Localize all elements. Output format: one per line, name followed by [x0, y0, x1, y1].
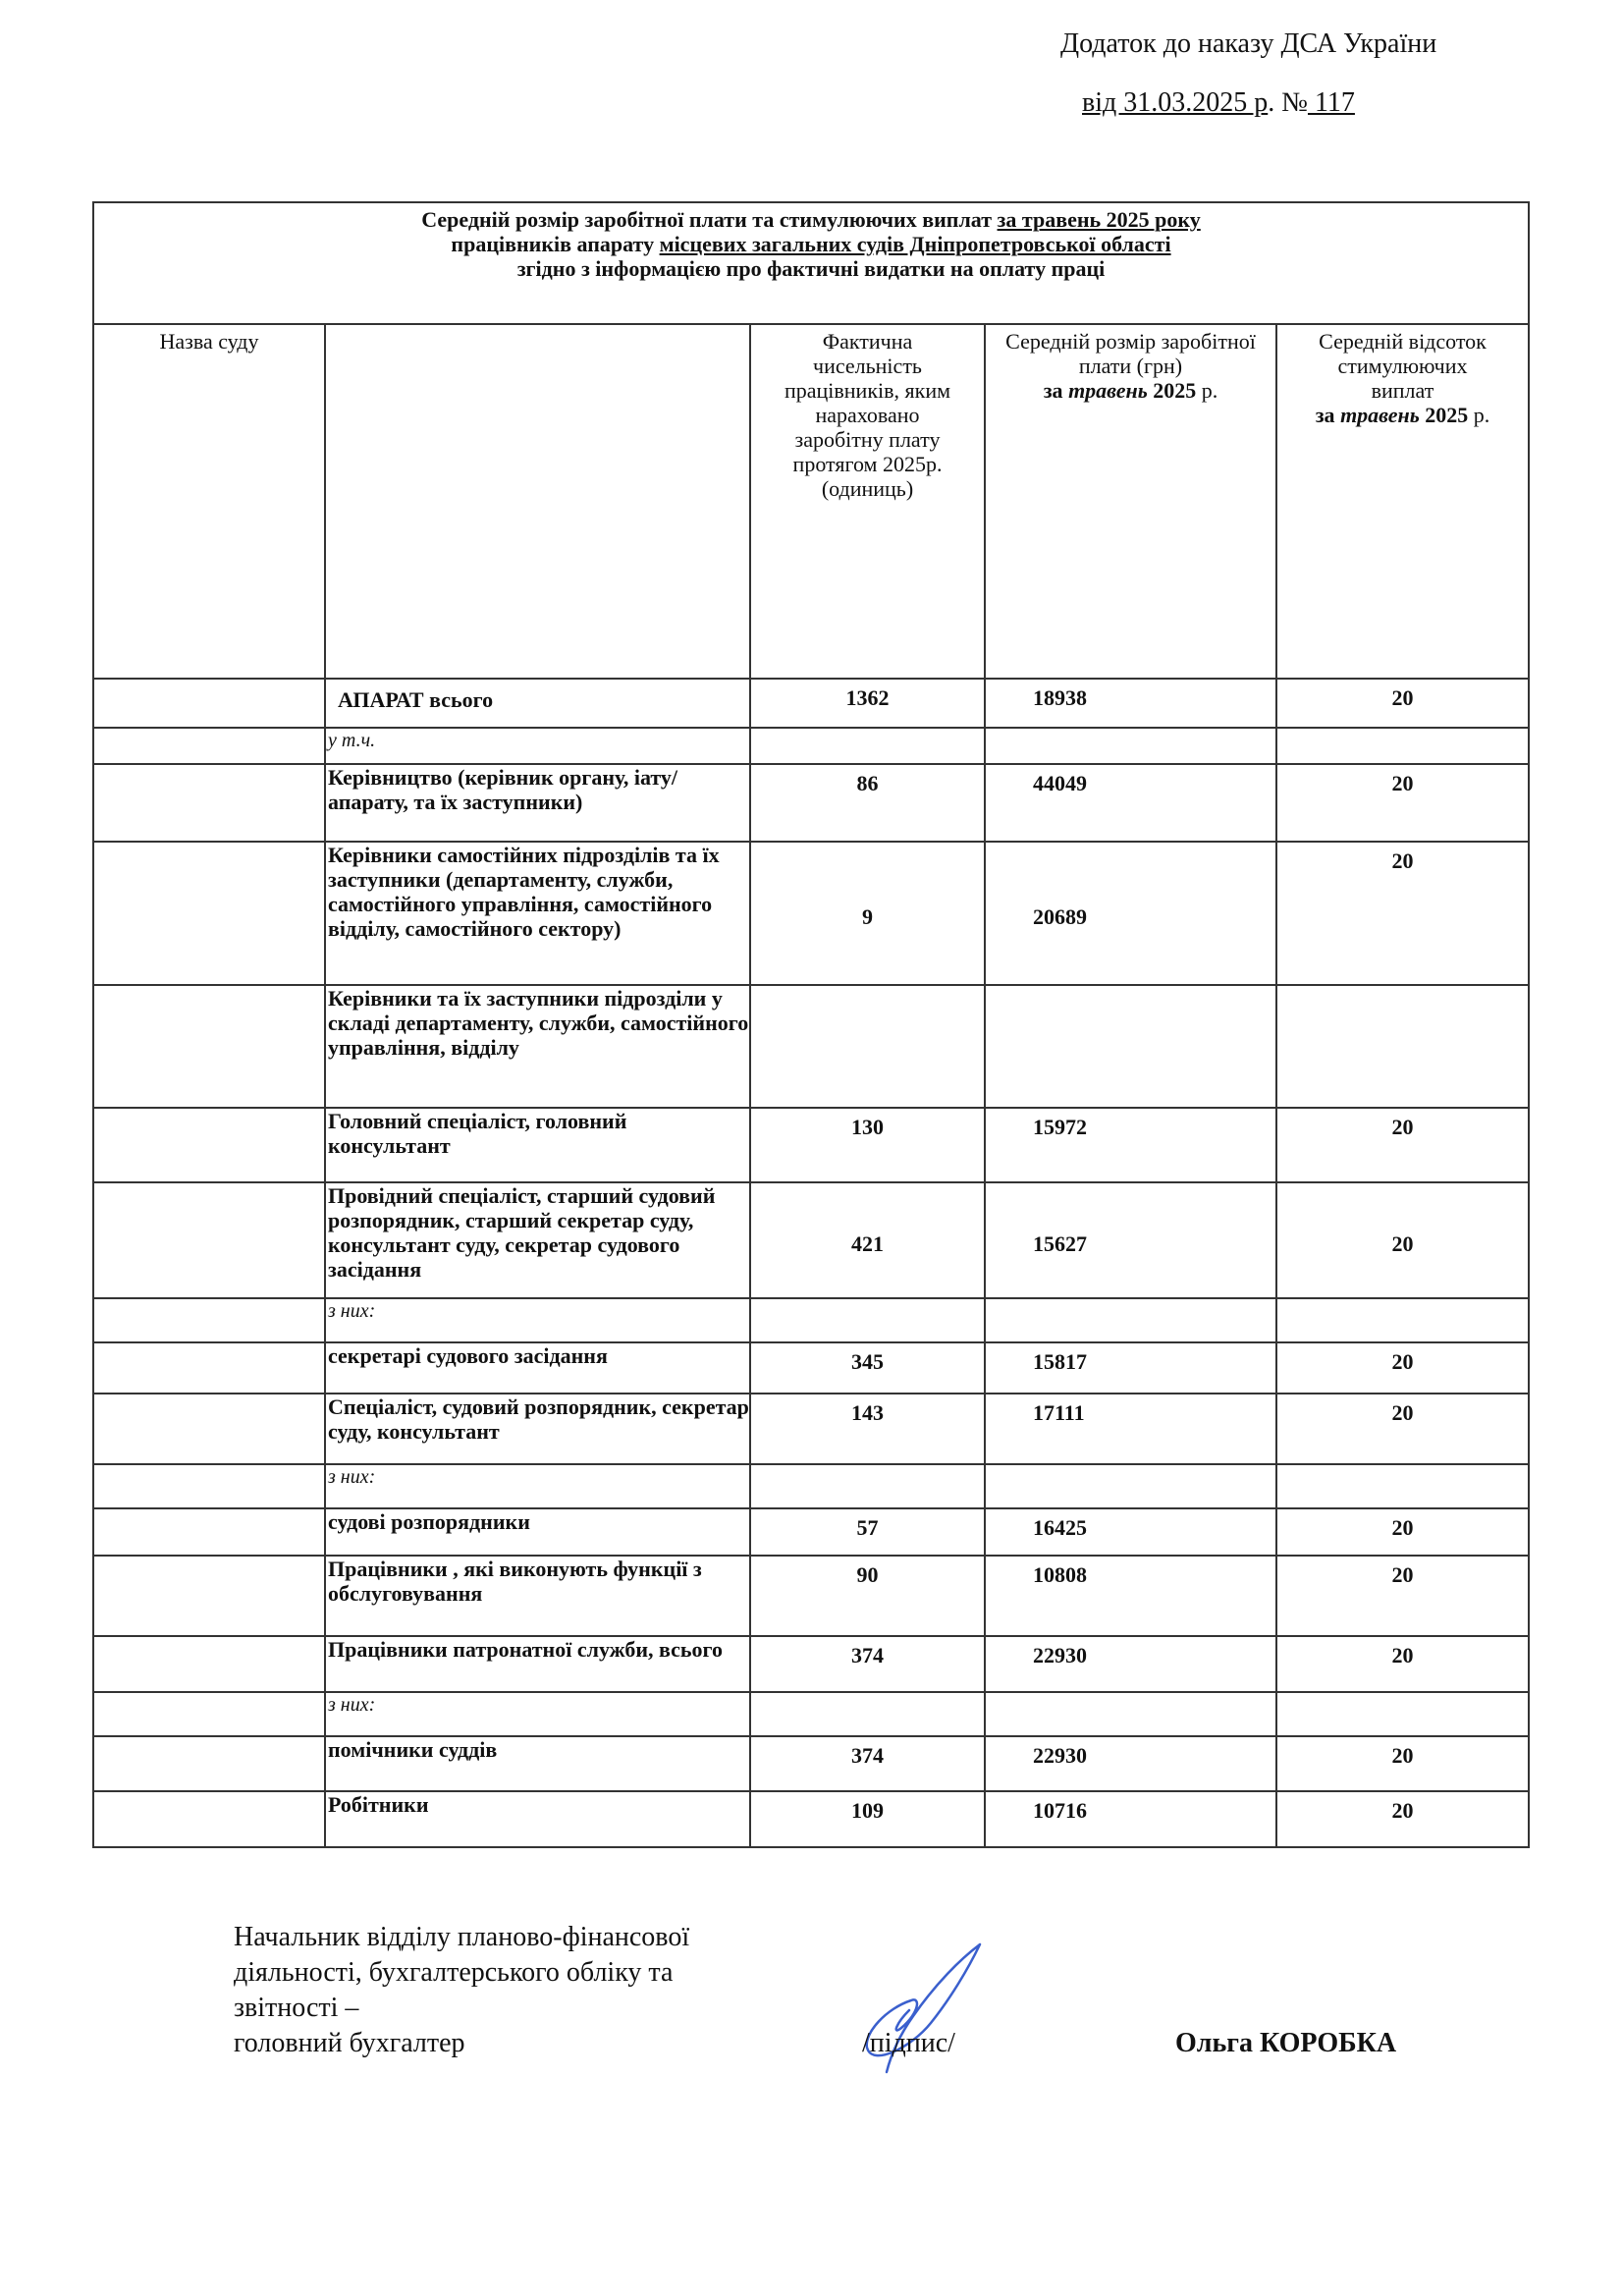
title-row: [93, 202, 1529, 324]
category-label: Працівники , які виконують функції з обслуговування: [325, 1556, 750, 1636]
bonus-cell: 20: [1276, 764, 1529, 842]
salary-cell: 22930: [985, 1736, 1276, 1791]
bonus-cell: [1276, 728, 1529, 764]
headcount-cell: 1362: [750, 679, 985, 728]
header-year: 2025: [1147, 378, 1202, 403]
court-name-cell: [93, 1108, 325, 1182]
header-court-name: Назва суду: [93, 324, 325, 679]
headcount-cell: 86: [750, 764, 985, 842]
header-row: [93, 324, 1529, 679]
table-row: [93, 1692, 1529, 1736]
bonus-cell: 20: [1276, 1342, 1529, 1394]
table-row: [93, 1556, 1529, 1636]
category-label: Працівники патронатної служби, всього: [325, 1636, 750, 1692]
court-name-cell: [93, 1182, 325, 1298]
bonus-cell: 20: [1276, 1556, 1529, 1636]
headcount-cell: [750, 1298, 985, 1342]
category-label: Керівництво (керівник органу, іату/апарату, та їх заступники): [325, 764, 750, 842]
bonus-cell: 20: [1276, 1108, 1529, 1182]
bonus-cell: 20: [1276, 1791, 1529, 1847]
table-row: [93, 679, 1529, 728]
title-period: за травень 2025 року: [997, 207, 1201, 232]
bonus-cell: [1276, 1298, 1529, 1342]
category-label: Робітники: [325, 1791, 750, 1847]
headcount-cell: 345: [750, 1342, 985, 1394]
header-avg-salary-text: Середній розмір заробітної плати (грн): [1005, 329, 1256, 378]
court-name-cell: [93, 842, 325, 985]
salary-cell: [985, 1464, 1276, 1508]
header-category: [325, 324, 750, 679]
salary-cell: 18938: [985, 679, 1276, 728]
headcount-cell: 374: [750, 1736, 985, 1791]
title-line1: Середній розмір заробітної плати та стимулюючих виплат: [421, 207, 998, 232]
header-month: травень: [1068, 378, 1148, 403]
bonus-cell: 20: [1276, 1508, 1529, 1556]
court-name-cell: [93, 1736, 325, 1791]
signatory-position: [234, 1920, 784, 2061]
header-za: за: [1043, 378, 1069, 403]
order-dot: .: [1268, 87, 1282, 118]
header-avg-bonus: [1276, 324, 1529, 679]
court-name-cell: [93, 679, 325, 728]
headcount-cell: [750, 985, 985, 1108]
header-r: р.: [1473, 403, 1490, 427]
table-row: [93, 1182, 1529, 1298]
category-label: судові розпорядники: [325, 1508, 750, 1556]
position-line: звітності –: [234, 1993, 359, 2023]
table-row: [93, 1791, 1529, 1847]
bonus-cell: [1276, 1464, 1529, 1508]
order-number: 117: [1307, 87, 1355, 118]
salary-cell: 22930: [985, 1636, 1276, 1692]
salary-cell: [985, 728, 1276, 764]
signer-name: Ольга КОРОБКА: [1175, 2028, 1397, 2058]
header-za: за: [1315, 403, 1341, 427]
court-name-cell: [93, 1791, 325, 1847]
table-title: [93, 202, 1529, 324]
number-sign: №: [1281, 87, 1308, 118]
salary-cell: 20689: [985, 842, 1276, 985]
court-name-cell: [93, 1394, 325, 1464]
court-name-cell: [93, 764, 325, 842]
position-line: головний бухгалтер: [234, 2028, 465, 2058]
title-line3: згідно з інформацією про фактичні видатки на оплату праці: [516, 256, 1106, 281]
table-body: [93, 679, 1529, 1847]
header-year: 2025: [1419, 403, 1474, 427]
category-label: секретарі судового засідання: [325, 1342, 750, 1394]
salary-cell: 15972: [985, 1108, 1276, 1182]
header-headcount-text: Фактична чисельність працівників, яким нараховано заробітну плату протягом 2025р.(одиниць): [784, 329, 951, 501]
salary-cell: 15627: [985, 1182, 1276, 1298]
court-name-cell: [93, 1508, 325, 1556]
court-name-cell: [93, 1692, 325, 1736]
bonus-cell: 20: [1276, 842, 1529, 985]
headcount-cell: 130: [750, 1108, 985, 1182]
category-label: у т.ч.: [325, 728, 750, 764]
table-row: [93, 1108, 1529, 1182]
bonus-cell: 20: [1276, 1182, 1529, 1298]
header-avg-salary: [985, 324, 1276, 679]
header-avg-bonus-text: Середній відсоток стимулюючих виплат: [1319, 329, 1487, 403]
headcount-cell: 9: [750, 842, 985, 985]
category-label: Спеціаліст, судовий розпорядник, секретар суду, консультант: [325, 1394, 750, 1464]
court-name-cell: [93, 1464, 325, 1508]
table-row: [93, 1298, 1529, 1342]
bonus-cell: 20: [1276, 1636, 1529, 1692]
bonus-cell: 20: [1276, 1736, 1529, 1791]
header-headcount: [750, 324, 985, 679]
headcount-cell: 90: [750, 1556, 985, 1636]
bonus-cell: 20: [1276, 1394, 1529, 1464]
table-row: [93, 985, 1529, 1108]
bonus-cell: [1276, 1692, 1529, 1736]
category-label: з них:: [325, 1692, 750, 1736]
table-row: [93, 764, 1529, 842]
salary-cell: 16425: [985, 1508, 1276, 1556]
header-r: р.: [1201, 378, 1218, 403]
annex-order-reference: [1082, 86, 1355, 120]
bonus-cell: 20: [1276, 679, 1529, 728]
salary-cell: 10808: [985, 1556, 1276, 1636]
court-name-cell: [93, 1298, 325, 1342]
category-label: Головний спеціаліст, головний консультант: [325, 1108, 750, 1182]
annex-heading: Додаток до наказу ДСА України: [1060, 28, 1437, 59]
category-label: з них:: [325, 1298, 750, 1342]
salary-table: [92, 201, 1530, 1848]
table-row: [93, 1736, 1529, 1791]
headcount-cell: 109: [750, 1791, 985, 1847]
order-date: від 31.03.2025 р: [1082, 87, 1269, 118]
position-line: Начальник відділу планово-фінансової: [234, 1922, 690, 1952]
category-label: Керівники та їх заступники підрозділи у складі департаменту, служби, самостійного управління, відділу: [325, 985, 750, 1108]
court-name-cell: [93, 1342, 325, 1394]
headcount-cell: [750, 1692, 985, 1736]
table-row: [93, 1508, 1529, 1556]
category-label: Провідний спеціаліст, старший судовий розпорядник, старший секретар суду, консультант суду, секретар судового засідання: [325, 1182, 750, 1298]
position-line: діяльності, бухгалтерського обліку та: [234, 1957, 674, 1988]
headcount-cell: [750, 1464, 985, 1508]
headcount-cell: 374: [750, 1636, 985, 1692]
court-name-cell: [93, 1556, 325, 1636]
category-label: АПАРАТ всього: [325, 679, 750, 728]
salary-cell: 44049: [985, 764, 1276, 842]
court-name-cell: [93, 1636, 325, 1692]
court-name-cell: [93, 728, 325, 764]
salary-cell: [985, 985, 1276, 1108]
signature-label: /підпис/: [862, 2028, 955, 2058]
court-name-cell: [93, 985, 325, 1108]
table-row: [93, 1636, 1529, 1692]
header-month: травень: [1340, 403, 1420, 427]
table-row: [93, 842, 1529, 985]
title-courts: місцевих загальних судів Дніпропетровської області: [659, 232, 1171, 256]
headcount-cell: 421: [750, 1182, 985, 1298]
headcount-cell: [750, 728, 985, 764]
salary-cell: 17111: [985, 1394, 1276, 1464]
headcount-cell: 143: [750, 1394, 985, 1464]
category-label: з них:: [325, 1464, 750, 1508]
salary-cell: [985, 1692, 1276, 1736]
table-row: [93, 1464, 1529, 1508]
table-row: [93, 728, 1529, 764]
table-row: [93, 1342, 1529, 1394]
salary-cell: 10716: [985, 1791, 1276, 1847]
title-line2: працівників апарату: [451, 232, 660, 256]
bonus-cell: [1276, 985, 1529, 1108]
category-label: Керівники самостійних підрозділів та їх заступники (департаменту, служби, самостійного управління, самостійного відділу, самостійного сектору): [325, 842, 750, 985]
headcount-cell: 57: [750, 1508, 985, 1556]
salary-cell: [985, 1298, 1276, 1342]
category-label: помічники суддів: [325, 1736, 750, 1791]
salary-cell: 15817: [985, 1342, 1276, 1394]
table-row: [93, 1394, 1529, 1464]
